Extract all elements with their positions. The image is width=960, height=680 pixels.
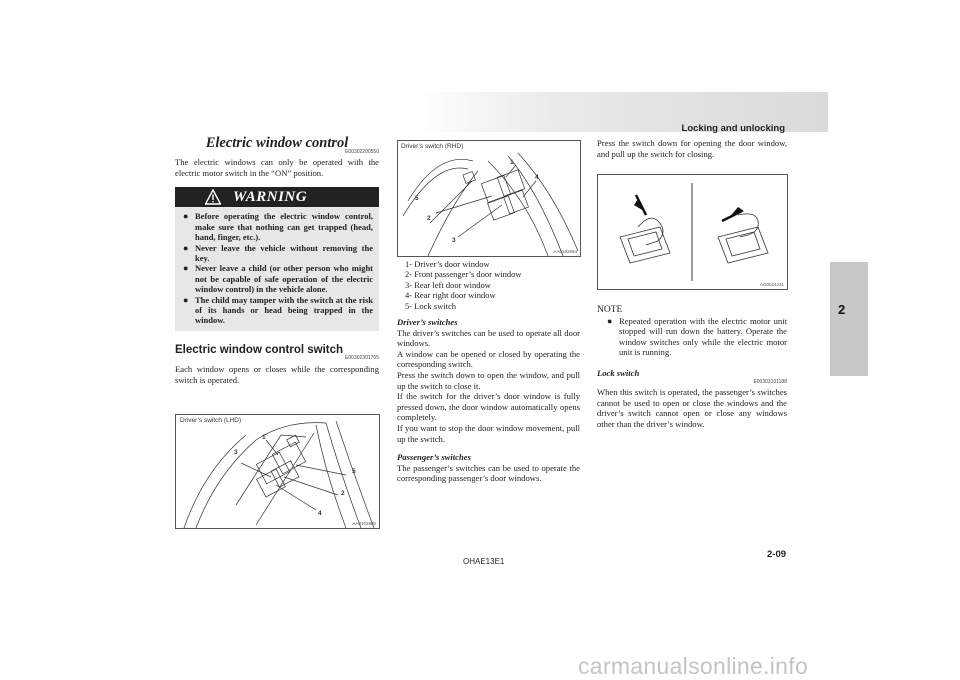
figure-lhd: [175, 414, 380, 529]
figure-operation-code: AG0024231: [759, 282, 784, 287]
drivers-text: If you want to stop the door window movement, pull up the switch.: [397, 422, 580, 444]
right-column: [597, 305, 787, 430]
figure-rhd-code: AA0102894: [553, 249, 577, 254]
warning-item: ● Never leave a child (or other person who might not be capable of safe operation of the electric window control) in the vehicle alone.: [183, 263, 373, 295]
warning-label: WARNING: [233, 189, 308, 206]
figure-lhd-code: AA0102880: [352, 521, 376, 526]
switch-operation-illustration: [598, 175, 787, 289]
callout-1: 1: [262, 434, 266, 441]
lock-switch-code: E00303101188: [753, 378, 787, 385]
callout-1: 1: [510, 159, 514, 166]
legend-item: 5- Lock switch: [405, 300, 456, 311]
switch-section-text: Each window opens or closes while the corresponding switch is operated.: [175, 364, 379, 385]
watermark: carmanualsonline.info: [578, 653, 809, 679]
bullet-icon: ●: [183, 242, 189, 253]
callout-3: 3: [452, 237, 456, 244]
legend-item: 3- Rear left door window: [405, 279, 491, 290]
callout-3: 3: [234, 449, 238, 456]
figure-legend: [397, 259, 580, 311]
warning-item: ● The child may tamper with the switch at the risk of its hands or head being trapped in the window.: [183, 294, 373, 326]
right-intro-text: Press the switch down for opening the door window, and pull up the switch for closing.: [597, 138, 787, 159]
warning-box: [175, 187, 379, 330]
document-code: OHAE13E1: [463, 557, 505, 566]
middle-column: [397, 259, 580, 484]
switch-section-title: Electric window control switch: [175, 343, 344, 356]
warning-header: [175, 187, 379, 207]
note-item: ● Repeated operation with the electric motor unit stopped will run down the battery. Operate the window switches only while the electric motor unit is running.: [607, 315, 787, 358]
intro-text: The electric windows can only be operated with the electric motor switch in the “ON” position.: [175, 157, 379, 178]
drivers-text: A window can be opened or closed by operating the corresponding switch.: [397, 348, 580, 370]
title-code: E00302200550: [345, 148, 379, 155]
lhd-switch-illustration: [176, 415, 379, 528]
bullet-icon: ●: [183, 294, 189, 305]
right-column-intro: [597, 138, 787, 159]
passengers-switches-title: Passenger’s switches: [397, 452, 471, 463]
figure-lhd-label: Driver’s switch (LHD): [180, 417, 242, 424]
lock-switch-text: When this switch is operated, the passenger’s switches cannot be used to open or close the windows and the driver’s switch cannot open or close any windows other than the driver’s window.: [597, 387, 787, 429]
legend-item: 1- Driver’s door window: [405, 259, 490, 269]
page-number: 2-09: [767, 549, 787, 560]
switch-section-code: E00302301705: [345, 355, 379, 362]
bullet-icon: ●: [607, 315, 613, 326]
chapter-number: 2: [838, 302, 846, 317]
bullet-icon: ●: [183, 263, 189, 274]
note-label: NOTE: [597, 305, 623, 315]
warning-triangle-icon: [205, 189, 221, 205]
callout-2: 2: [341, 490, 345, 497]
drivers-text: If the switch for the driver’s door window is fully pressed down, the door window automatically opens completely.: [397, 391, 580, 423]
figure-operation: [597, 174, 788, 290]
section-title: Locking and unlocking: [681, 123, 785, 134]
legend-item: 4- Rear right door window: [405, 290, 496, 301]
drivers-text: The driver’s switches can be used to operate all door windows.: [397, 327, 580, 349]
rhd-switch-illustration: [398, 141, 580, 256]
drivers-text: Press the switch down to open the window, and pull up the switch to close it.: [397, 370, 580, 391]
callout-4: 4: [535, 174, 539, 181]
page-title: Electric window control: [205, 135, 349, 151]
bullet-icon: ●: [183, 211, 189, 222]
passengers-text: The passenger’s switches can be used to operate the corresponding passenger’s door windows.: [397, 462, 580, 484]
callout-4: 4: [318, 510, 322, 517]
callout-5: 5: [352, 468, 356, 475]
legend-item: 2- Front passenger’s door window: [405, 269, 522, 280]
warning-body: [175, 207, 379, 330]
lock-switch-title: Lock switch: [597, 367, 640, 378]
callout-5: 5: [415, 195, 419, 202]
figure-rhd-label: Driver’s switch (RHD): [401, 143, 464, 150]
chapter-tab: [830, 262, 868, 376]
drivers-switches-title: Driver’s switches: [397, 317, 458, 328]
callout-2: 2: [427, 215, 431, 222]
warning-item: ● Never leave the vehicle without removing the key.: [183, 242, 373, 263]
warning-item: ● Before operating the electric window control, make sure that nothing can get trapped (head, hand, finger, etc.).: [183, 211, 373, 243]
figure-rhd: [397, 140, 581, 257]
left-column: [175, 135, 379, 385]
